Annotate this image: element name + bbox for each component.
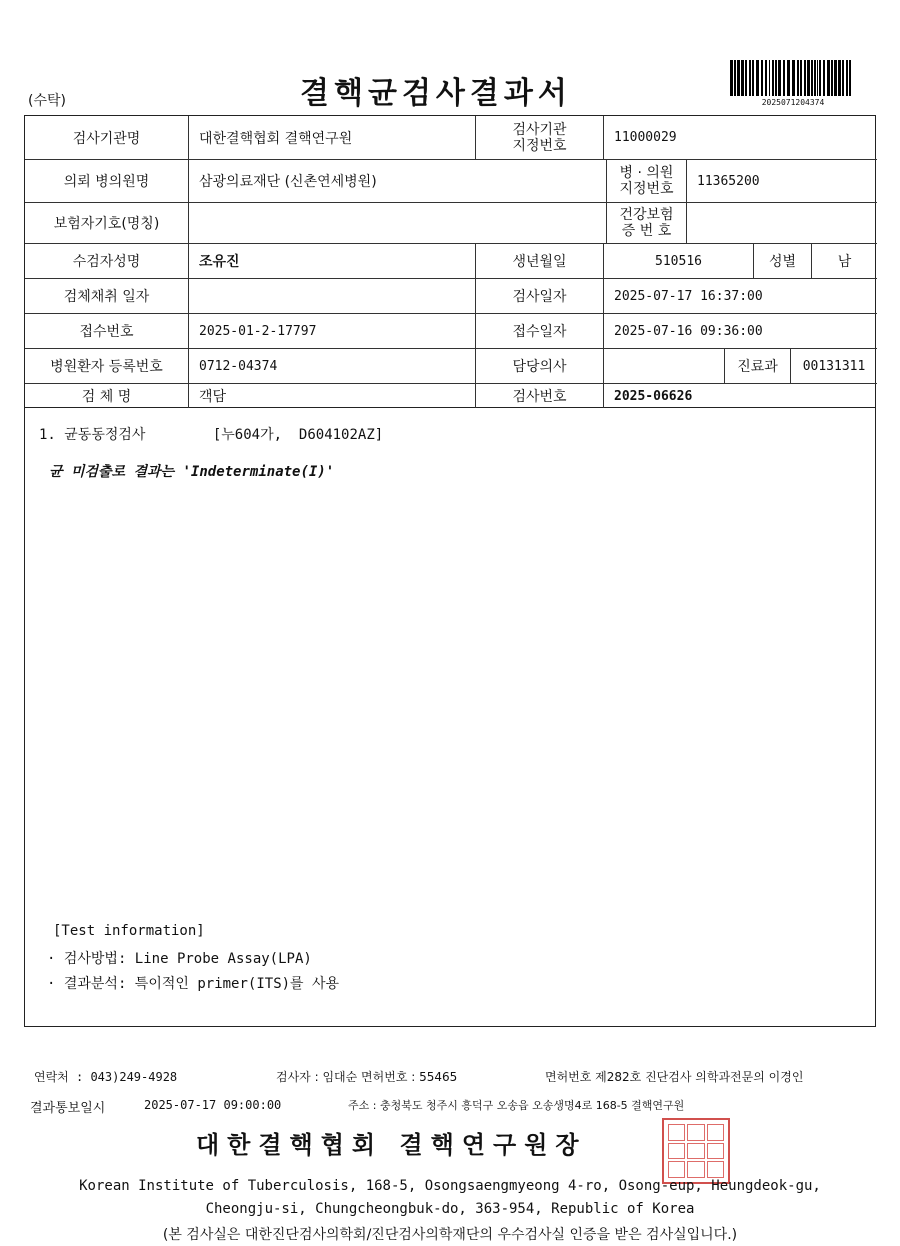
certification-note: (본 검사실은 대한진단검사의학회/진단검사의학재단의 우수검사실 인증을 받은 검사실입니다.)	[162, 1227, 738, 1243]
hospital-value: 삼광의료재단 (신촌연세병원)	[189, 160, 607, 203]
dept-label: 진료과	[725, 349, 791, 384]
doctor-license: 면허번호 제282호 진단검사 의학과전문의 이경인	[545, 1070, 804, 1084]
patient-name-label: 수검자성명	[25, 244, 189, 279]
notified-datetime: 2025-07-17 09:00:00	[144, 1098, 282, 1112]
hospital-label: 의뢰 병의원명	[25, 160, 189, 203]
insurance-value	[189, 203, 607, 244]
result-finding: 균 미검출로 결과는 'Indeterminate(I)'	[49, 464, 335, 480]
reg-no-value: 0712-04374	[189, 349, 476, 384]
lab-name-label: 검사기관명	[25, 116, 189, 160]
dob-label: 생년월일	[476, 244, 604, 279]
specimen-label: 검 체 명	[25, 384, 189, 408]
reg-no-label: 병원환자 등록번호	[25, 349, 189, 384]
result-analysis: · 결과분석: 특이적인 primer(ITS)를 사용	[47, 976, 340, 992]
health-card-label-line2: 증 번 호	[621, 223, 672, 239]
receipt-date-label: 접수일자	[476, 314, 604, 349]
doctor-value	[604, 349, 725, 384]
dob-value: 510516	[604, 244, 754, 279]
test-date-value: 2025-07-17 16:37:00	[604, 279, 877, 314]
notified-label: 결과통보일시	[30, 1101, 106, 1116]
insurance-label: 보험자기호(명칭)	[25, 203, 189, 244]
clinic-code-label-line2: 지정번호	[619, 181, 674, 197]
clinic-code-value: 11365200	[687, 160, 877, 203]
health-card-value	[687, 203, 877, 244]
barcode-number: 2025071204374	[761, 98, 825, 107]
test-item-line: 1. 균동동정검사 [누604가, D604102AZ]	[39, 427, 384, 443]
clinic-code-label	[607, 160, 687, 203]
address-en-line1: Korean Institute of Tuberculosis, 168-5, Osongsaengmyeong 4-ro, Osong-eup, Heungdeok-gu,	[79, 1178, 821, 1194]
document-title: 결핵균검사결과서	[300, 76, 572, 111]
doctor-label: 담당의사	[476, 349, 604, 384]
receipt-type-label: (수탁)	[28, 93, 66, 109]
test-no-value: 2025-06626	[614, 388, 693, 404]
receipt-date-value: 2025-07-16 09:36:00	[604, 314, 877, 349]
address-kr: 주소 : 충청북도 청주시 흥덕구 오송읍 오송생명4로 168-5 결핵연구원	[348, 1099, 685, 1112]
examiner-info: 검사자 : 임대순 면허번호 : 55465	[276, 1070, 458, 1084]
patient-info-table	[24, 115, 876, 408]
specimen-value: 객담	[189, 384, 476, 408]
organization-title: 대한결핵협회 결핵연구원장	[196, 1130, 587, 1159]
sex-value: 남	[812, 244, 877, 279]
sex-label: 성별	[754, 244, 812, 279]
barcode	[730, 60, 856, 96]
lab-code-label-line2: 지정번호	[512, 137, 567, 154]
result-section	[24, 408, 876, 1027]
test-method: · 검사방법: Line Probe Assay(LPA)	[47, 951, 312, 967]
dept-value: 00131311	[791, 349, 877, 384]
official-seal-icon	[662, 1118, 730, 1184]
collection-date-label: 검체채취 일자	[25, 279, 189, 314]
test-information-header: [Test information]	[53, 923, 205, 939]
test-no-label: 검사번호	[476, 384, 604, 408]
lab-code-value: 11000029	[604, 116, 877, 160]
lab-code-label	[476, 116, 604, 160]
clinic-code-label-line1: 병 · 의원	[619, 165, 674, 181]
contact-phone: 연락처 : 043)249-4928	[34, 1070, 178, 1084]
lab-code-label-line1: 검사기관	[512, 121, 567, 138]
health-card-label-line1: 건강보험	[619, 207, 674, 223]
receipt-no-label: 접수번호	[25, 314, 189, 349]
health-card-label	[607, 203, 687, 244]
collection-date-value	[189, 279, 476, 314]
patient-name-value: 조유진	[189, 244, 476, 279]
test-date-label: 검사일자	[476, 279, 604, 314]
address-en-line2: Cheongju-si, Chungcheongbuk-do, 363-954, Republic of Korea	[205, 1201, 695, 1217]
lab-name-value: 대한결핵협회 결핵연구원	[189, 116, 476, 160]
receipt-no-value: 2025-01-2-17797	[189, 314, 476, 349]
